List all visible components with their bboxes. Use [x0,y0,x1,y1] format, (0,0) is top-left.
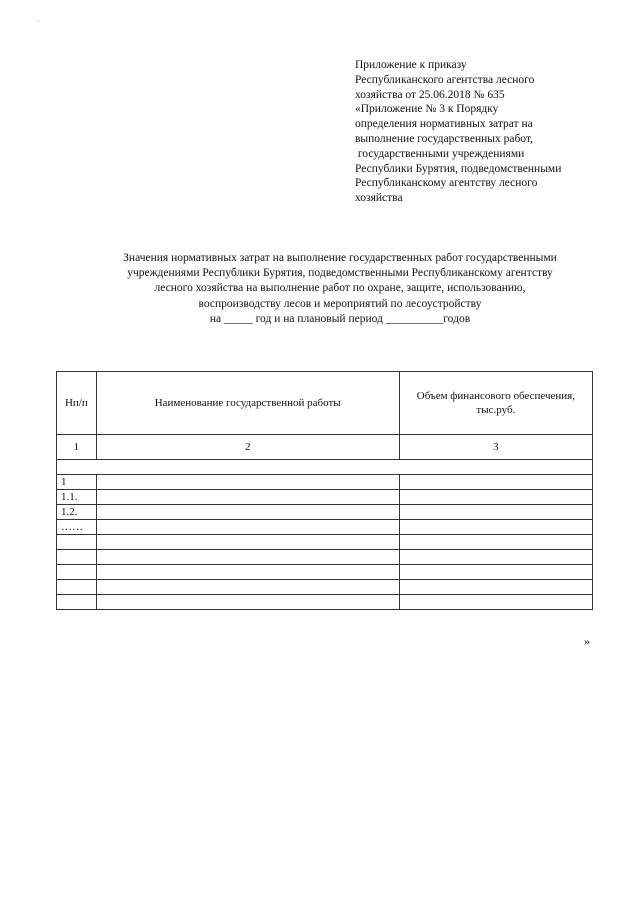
row-number [57,565,97,580]
table-row [57,580,593,595]
annex-line: Приложение к приказу [355,59,467,71]
row-funding [399,490,592,505]
annex-line: выполнение государственных работ, [355,132,533,145]
column-number: 3 [399,435,592,460]
row-work-name [96,520,399,535]
table-row [57,535,593,550]
row-funding [399,595,592,610]
annex-line: Республиканскому агентству лесного [355,177,538,190]
table-row [57,520,593,535]
row-funding [399,520,592,535]
row-funding [399,580,592,595]
table-row [57,490,593,505]
header-number: Нп/п [57,372,97,435]
row-number: …… [57,520,97,535]
annex-line: «Приложение № 3 к Порядку [355,103,499,116]
title-line: воспроизводству лесов и мероприятий по лесоустройству [198,297,482,310]
spacer-cell [57,460,593,475]
table-row [57,505,593,520]
row-work-name [96,550,399,565]
row-funding [399,505,592,520]
column-number: 1 [57,435,97,460]
row-work-name [96,490,399,505]
scan-mark: · [37,17,40,26]
title-line: на _____ год и на плановый период __________годов [209,312,471,325]
row-funding [399,565,592,580]
column-number: 2 [96,435,399,460]
row-number: 1 [57,475,97,490]
title-line: лесного хозяйства на выполнение работ по охране, защите, использованию, [154,282,526,295]
table-row [57,595,593,610]
annex-line: определения нормативных затрат на [355,118,533,131]
row-work-name [96,580,399,595]
table-column-numbers-row [57,435,593,460]
annex-line: Республики Бурятия, подведомственными [355,162,562,175]
table-header-row [57,372,593,435]
annex-line: хозяйства от 25.06.2018 № 635 [355,88,505,101]
row-number [57,580,97,595]
table-row [57,550,593,565]
annex-header [355,58,625,206]
row-number: 1.1. [57,490,97,505]
table-row [57,475,593,490]
row-number [57,595,97,610]
title-line: Значения нормативных затрат на выполнение государственных работ государственными [123,252,557,264]
row-work-name [96,505,399,520]
row-number [57,550,97,565]
table-row [57,565,593,580]
annex-line: хозяйства [355,192,403,205]
row-work-name [96,595,399,610]
row-work-name [96,475,399,490]
row-work-name [96,565,399,580]
row-funding [399,535,592,550]
row-number: 1.2. [57,505,97,520]
document-title [60,251,620,327]
row-number [57,535,97,550]
row-funding [399,475,592,490]
row-funding [399,550,592,565]
annex-line: государственными учреждениями [355,147,525,160]
cost-table [56,371,593,610]
header-work-name: Наименование государственной работы [96,372,399,435]
annex-line: Республиканского агентства лесного [355,73,535,86]
row-work-name [96,535,399,550]
table-spacer-row [57,460,593,475]
title-line: учреждениями Республики Бурятия, подведомственными Республиканскому агентству [127,267,553,280]
header-funding: Объем финансового обеспечения, тыс.руб. [399,372,592,435]
closing-quote-mark: » [584,634,590,648]
